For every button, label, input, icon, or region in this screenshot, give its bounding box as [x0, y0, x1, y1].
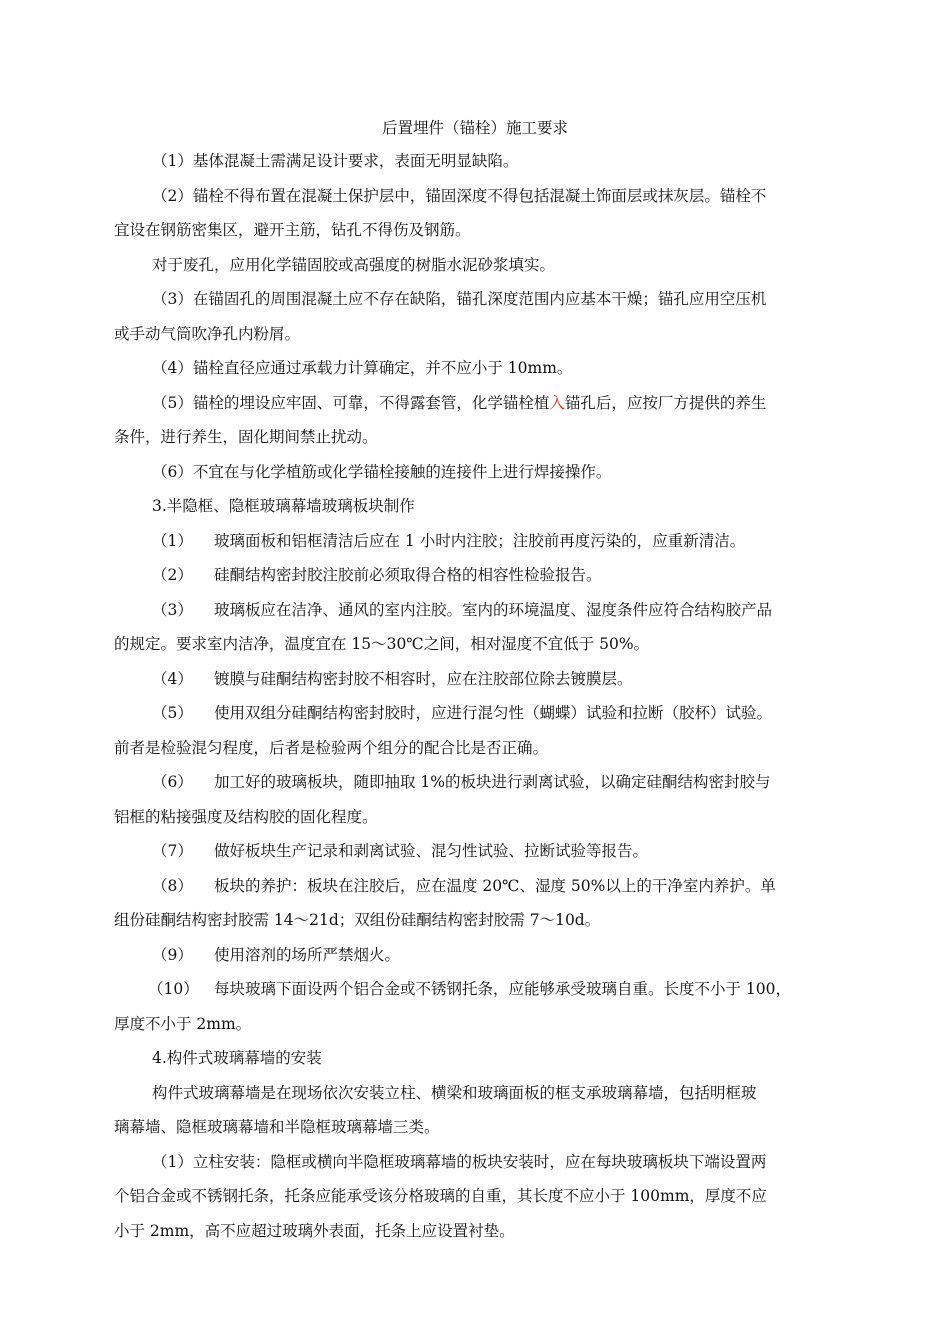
para-4: （4）锚栓直径应通过承载力计算确定，并不应小于 10mm。	[152, 359, 573, 377]
para-5-text-a: （5）锚栓的埋设应牢固、可靠，不得露套管，化学锚栓植	[152, 394, 550, 412]
para-5-line-2: 条件，进行养生，固化期间禁止扰动。	[114, 428, 378, 446]
list-item-text: 板块的养护：板块在注胶后，应在温度 20℃、湿度 50%以上的干净室内养护。单	[214, 877, 776, 895]
para-6: （6）不宜在与化学植筋或化学锚栓接触的连接件上进行焊接操作。	[152, 463, 612, 481]
list-item-number: （1）	[152, 532, 193, 550]
section-4-para-2-line-2: 个铝合金或不锈钢托条，托条应能承受该分格玻璃的自重，其长度不应小于 100mm，厚度不应	[114, 1187, 767, 1205]
section-4-para-2-line-3: 小于 2mm，高不应超过玻璃外表面，托条上应设置衬垫。	[114, 1222, 515, 1240]
list-item-text: 每块玻璃下面设两个铝合金或不锈钢托条，应能够承受玻璃自重。长度不小于 100，	[214, 980, 792, 998]
section-4-para-2-line-1: （1）立柱安装：隐框或横向半隐框玻璃幕墙的板块安装时，应在每块玻璃板块下端设置两	[152, 1153, 767, 1171]
list-item-text: 硅酮结构密封胶注胶前必须取得合格的相容性检验报告。	[214, 566, 602, 584]
para-2b: 对于废孔，应用化学锚固胶或高强度的树脂水泥砂浆填实。	[152, 256, 556, 274]
para-3-line-1: （3）在锚固孔的周围混凝土应不存在缺陷，锚孔深度范围内应基本干燥；锚孔应用空压机	[152, 290, 767, 308]
list-item-text: 加工好的玻璃板块，随即抽取 1%的板块进行剥离试验，以确定硅酮结构密封胶与	[214, 773, 771, 791]
list-item-text: 使用溶剂的场所严禁烟火。	[214, 946, 401, 964]
para-2-line-2: 宜设在钢筋密集区，避开主筋，钻孔不得伤及钢筋。	[114, 221, 471, 239]
section-4-para-1-line-1: 构件式玻璃幕墙是在现场依次安装立柱、横梁和玻璃面板的框支承玻璃幕墙，包括明框玻	[152, 1084, 757, 1102]
list-item-number: （7）	[152, 842, 193, 860]
para-1: （1）基体混凝土需满足设计要求，表面无明显缺陷。	[152, 152, 519, 170]
para-3-line-2: 或手动气筒吹净孔内粉屑。	[114, 325, 301, 343]
para-2-line-1: （2）锚栓不得布置在混凝土保护层中，锚固深度不得包括混凝土饰面层或抹灰层。锚栓不	[152, 187, 767, 205]
document-title: 后置埋件（锚栓）施工要求	[381, 119, 568, 137]
list-item-continuation: 厚度不小于 2mm。	[114, 1015, 252, 1033]
list-item-number: （3）	[152, 601, 193, 619]
list-item-text: 做好板块生产记录和剥离试验、混匀性试验、拉断试验等报告。	[214, 842, 649, 860]
list-item-continuation: 的规定。要求室内洁净，温度宜在 15～30℃之间，相对湿度不宜低于 50%。	[114, 635, 650, 653]
list-item-number: （6）	[152, 773, 193, 791]
list-item-number: （9）	[152, 946, 193, 964]
list-item-number: （10）	[148, 980, 199, 998]
list-item-continuation: 铝框的粘接强度及结构胶的固化程度。	[114, 808, 378, 826]
list-item-text: 使用双组分硅酮结构密封胶时，应进行混匀性（蝴蝶）试验和拉断（胶杯）试验。	[214, 704, 773, 722]
list-item-number: （2）	[152, 566, 193, 584]
section-4-heading: 4.构件式玻璃幕墙的安装	[152, 1049, 322, 1067]
para-5-highlight: 入	[549, 394, 565, 412]
list-item-number: （8）	[152, 877, 193, 895]
list-item-text: 镀膜与硅酮结构密封胶不相容时，应在注胶部位除去镀膜层。	[214, 670, 633, 688]
list-item-number: （4）	[152, 670, 193, 688]
section-4-para-1-line-2: 璃幕墙、隐框玻璃幕墙和半隐框玻璃幕墙三类。	[114, 1118, 440, 1136]
para-5-line-1	[152, 393, 766, 413]
section-3-heading: 3.半隐框、隐框玻璃幕墙玻璃板块制作	[152, 497, 415, 515]
para-5-text-b: 锚孔后，应按厂方提供的养生	[564, 394, 767, 412]
list-item-text: 玻璃板应在洁净、通风的室内注胶。室内的环境温度、湿度条件应符合结构胶产品	[214, 601, 773, 619]
list-item-text: 玻璃面板和铝框清洁后应在 1 小时内注胶；注胶前再度污染的，应重新清洁。	[214, 532, 746, 550]
list-item-number: （5）	[152, 704, 193, 722]
list-item-continuation: 组份硅酮结构密封胶需 14～21d；双组份硅酮结构密封胶需 7～10d。	[114, 911, 601, 929]
list-item-continuation: 前者是检验混匀程度，后者是检验两个组分的配合比是否正确。	[114, 739, 549, 757]
